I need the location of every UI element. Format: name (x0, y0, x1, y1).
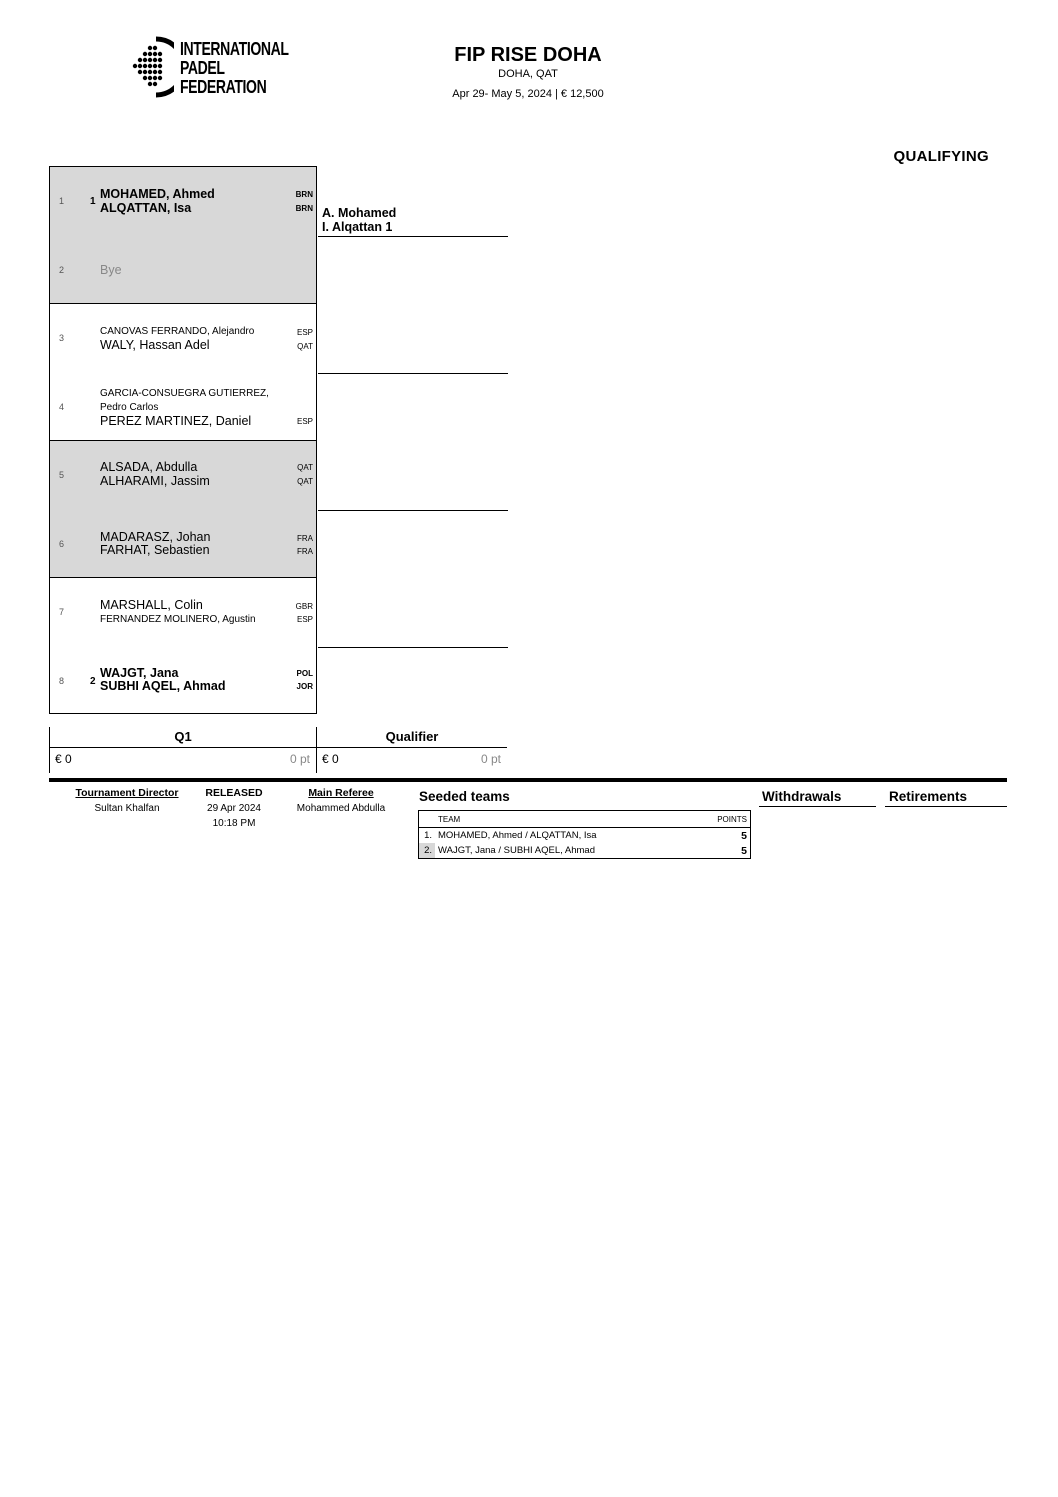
seeded-points: 5 (741, 829, 747, 842)
seeded-col-team: TEAM (435, 811, 694, 828)
player-name: WAJGT, Jana (100, 665, 179, 680)
seeded-points: 5 (741, 844, 747, 857)
nationality: BRN (295, 204, 313, 213)
logo-line: PADEL (180, 58, 225, 78)
bye-label: Bye (100, 262, 122, 277)
seeded-col-points: POINTS (694, 811, 751, 828)
director-name: Sultan Khalfan (94, 803, 160, 814)
referee-name: Mohammed Abdulla (296, 803, 386, 814)
withdrawals-title: Withdrawals (762, 789, 842, 804)
slot-number: 2 (59, 264, 65, 275)
tournament-dates-prize: Apr 29- May 5, 2024 | € 12,500 (452, 88, 604, 100)
draw-bracket (49, 166, 317, 714)
nationality: FRA (297, 533, 313, 543)
player-name: WALY, Hassan Adel (100, 338, 210, 352)
player-name: PEREZ MARTINEZ, Daniel (100, 413, 252, 428)
draw-slot (50, 510, 316, 579)
round-label: Qualifier (317, 729, 507, 748)
player-name: ALSADA, Abdulla (100, 460, 198, 474)
nationality: BRN (295, 190, 313, 199)
slot-number: 6 (59, 538, 65, 549)
round-label: Q1 (50, 729, 316, 748)
nationality: GBR (295, 602, 313, 611)
draw-slot (50, 236, 316, 305)
winner-line: I. Alqattan 1 (322, 220, 393, 234)
round-prize: € 0 (322, 752, 339, 766)
director-title: Tournament Director (75, 787, 179, 799)
seed-number: 1 (90, 196, 96, 207)
player-name: MOHAMED, Ahmed (100, 187, 215, 201)
slot-number: 5 (59, 470, 65, 480)
slot-number: 8 (59, 675, 65, 686)
round-prize: € 0 (55, 752, 72, 766)
seeded-title: Seeded teams (419, 789, 510, 804)
seeded-header-row (419, 811, 751, 828)
nationality: JOR (296, 681, 313, 691)
player-name: FERNANDEZ MOLINERO, Agustin (100, 614, 256, 625)
player-name: SUBHI AQEL, Ahmad (100, 678, 226, 693)
footer-divider (49, 778, 1007, 782)
player-name: MARSHALL, Colin (100, 598, 203, 612)
nationality: QAT (297, 463, 313, 472)
retirements-underline (885, 806, 1007, 807)
round-footer-q1 (49, 727, 317, 773)
released-time: 10:18 PM (212, 818, 256, 829)
seed-number: 2 (90, 675, 96, 687)
player-name: ALQATTAN, Isa (100, 201, 192, 215)
released-date: 29 Apr 2024 (207, 803, 261, 814)
slot-number: 3 (59, 333, 65, 343)
winner-line: A. Mohamed (322, 206, 397, 220)
seeded-table (418, 810, 751, 859)
slot-number: 1 (59, 196, 65, 206)
referee-title: Main Referee (308, 787, 374, 799)
player-name: GARCIA-CONSUEGRA GUTIERREZ, (100, 387, 269, 399)
seeded-team: MOHAMED, Ahmed / ALQATTAN, Isa (438, 830, 597, 841)
draw-slot (50, 578, 316, 647)
section-title: QUALIFYING (893, 148, 989, 165)
nationality: ESP (296, 615, 313, 624)
draw-slot (50, 167, 316, 236)
retirements-title: Retirements (889, 789, 968, 804)
player-name: MADARASZ, Johan (100, 529, 211, 544)
draw-slot (50, 373, 316, 442)
fip-logo-text (180, 40, 289, 97)
withdrawals-underline (759, 806, 876, 807)
draw-slot (50, 647, 316, 716)
slot-number: 7 (59, 607, 65, 617)
player-name: ALHARAMI, Jassim (100, 474, 210, 488)
released-title: RELEASED (205, 787, 263, 799)
tournament-title: FIP RISE DOHA (454, 44, 602, 66)
round-points: 0 pt (289, 752, 310, 766)
nationality: ESP (296, 328, 313, 337)
seed-index: 1. (424, 830, 432, 841)
round-points: 0 pt (480, 752, 501, 766)
nationality: ESP (296, 416, 313, 426)
draw-slot (50, 304, 316, 373)
fip-logo-icon (126, 36, 174, 98)
tournament-location: DOHA, QAT (498, 68, 558, 80)
player-name: FARHAT, Sebastien (100, 542, 210, 557)
player-name: Pedro Carlos (100, 401, 159, 413)
seeded-team: WAJGT, Jana / SUBHI AQEL, Ahmad (438, 845, 595, 856)
logo-line: INTERNATIONAL (180, 39, 289, 59)
nationality: FRA (297, 546, 313, 556)
round2-line (318, 510, 508, 511)
round2-line (318, 647, 508, 648)
nationality: QAT (297, 342, 313, 351)
table-row (419, 828, 751, 844)
nationality: QAT (297, 477, 313, 486)
round2-line (318, 373, 508, 374)
nationality: POL (296, 668, 313, 678)
round2-winner (322, 206, 396, 234)
player-name: CANOVAS FERRANDO, Alejandro (100, 326, 255, 337)
slot-number: 4 (59, 401, 65, 412)
round-footer-qualifier (317, 727, 507, 773)
draw-slot (50, 441, 316, 510)
seed-index: 2. (419, 843, 436, 859)
logo-line: FEDERATION (180, 77, 267, 97)
round2-line (318, 236, 508, 237)
table-row (419, 843, 751, 859)
